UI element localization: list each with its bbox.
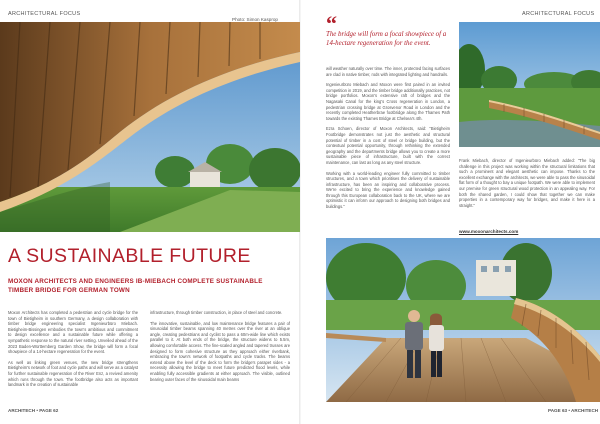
- body-paragraph: will weather naturally over time. The inner, protected facing surfaces are clad in native timber, rods with integrated lighting and handrails.: [326, 66, 450, 77]
- right-page-footer: PAGE 63 • ARCHITECH: [548, 408, 599, 413]
- people-photo-illustration: [326, 238, 600, 402]
- body-paragraph: Working with a world-leading engineer fully committed to timber structures, and a town which prioritises the delivery of sustainable infrastructure, has been an inspiring and collaborative process. We're excited to bring the experience and knowledge gained through this European collaboration back to the UK, where we are optimistic it can inform our approach to designing both bridges and buildings.": [326, 170, 450, 210]
- left-column-1: [8, 310, 138, 393]
- pull-quote: The bridge will form a focal showpiece of a 14-hectare regeneration for the event.: [326, 31, 447, 47]
- hero-photo-illustration: [0, 22, 300, 232]
- website-link[interactable]: www.moxonarchitects.com: [459, 229, 519, 234]
- photo-credit: Photo: Simon Kasprop: [232, 17, 278, 22]
- body-paragraph: infrastructure, through timber construction, in place of steel and concrete.: [150, 310, 283, 315]
- photo-bridge-aerial: [459, 22, 600, 147]
- body-paragraph: The innovative, sustainable, and low maintenance bridge features a pair of sinusoidal timber beams spanning 40 metres over the river at an oblique angle, creating pedestrians and cyclist to pass a 60m-wide line which exists parallel to it. At both ends of the bridge, the structure widens to 5.5m, allowing comfortable access. The fine-scaled angled and tapered trusses are designed to form cohesive structure as they approach either riverbank, embracing the town's network of footpaths and cycle tracks. The beams extend above the level of the deck to form the bridge's parapet sides - a necessity allowing the bridge to meet future predicted flood levels, while enabling fully accessible gradients at either approach. The visible, outlined bearing outer faces of the sinusoidal main beams: [150, 320, 290, 382]
- article-subhead: MOXON ARCHITECTS AND ENGINEERS IB-MIEBACH COMPLETE SUSTAINABLE TIMBER BRIDGE FOR GERMAN TOWN: [8, 278, 263, 294]
- body-paragraph: As well as linking green venues, the new bridge strengthens Bietigheim's network of foot and cycle paths and will serve as a catalyst for further sustainable regeneration of the River Enz, a revived amenity which runs through the town. The footbridge also acts as important landmark in the creation of sustainable: [8, 359, 138, 388]
- body-paragraph: Frank Miebach, director of Ingenieurbüro Miebach added: "The big challenge in this project was working within the structural limitations that such a prominent and elegant aesthetic can impose. Thanks to the excellent exchange with the architects, we were able to pass the sinusoidal flat form of a thought to bay a unique footpath. We were able to implement our premise for green structural wood protection in an appealing way. For both the shared garden, I could show that together we can make properties in a contemporary way for bridges, and make it here is a straight.": [459, 158, 595, 208]
- body-paragraph: Ezra Schoen, director of Moxon Architects, said: "Bietigheim Footbridge demonstrates not just the aesthetic and structural potential of timber in a cost of steel or bridge building, but the contextual potential opportunity, through rethinking the extended geography and the departments bridge allows you to create a more sustainable piece of infrastructure, built with the correct maintenance, can last as long as any steel structure.: [326, 126, 450, 165]
- hero-photo-bridge-underside: [0, 22, 300, 232]
- left-column-2: [150, 310, 290, 387]
- aerial-photo-illustration: [459, 22, 600, 147]
- photo-people-on-bridge: [326, 238, 600, 402]
- left-running-head: ARCHITECTURAL FOCUS: [8, 11, 81, 17]
- article-headline: A SUSTAINABLE FUTURE: [8, 245, 251, 267]
- right-column-2: [459, 158, 595, 213]
- right-running-head: ARCHITECTURAL FOCUS: [522, 11, 595, 17]
- body-paragraph: Moxon Architects has completed a pedestrian and cycle bridge for the town of Bietigheim in southern Germany, a design collaboration with timber bridge engineering specialist Ingenieurbüro Miebach. Bietigheim-Bissingen embodies the town's ambitious and commitment to design excellence and a sustainable future while offering a sympathetic response to the natural river setting. Unveiled ahead of the 2023 Baden-Württemberg Garden Show, the bridge will form a focal showpiece of a 14-hectare regeneration for the event.: [8, 310, 138, 355]
- left-page-footer: ARCHITECH • PAGE 62: [8, 408, 59, 413]
- body-paragraph: Ingenieurbüro Miebach and Moxon were first paired in an invited competition in 2019, and the timber bridge additionally practices, not bridge portfolios. Moxon's extensive raft of bridges and the Nagasaki Canal for the king's Cross regeneration in London, a pedestrian crossing bridge at Grosvenor Road in London and the recently completed Heatherbrae footbridge along the Thames Path towards the existing Thames Bridge at Chelsea's 4th.: [326, 82, 450, 121]
- quote-mark-icon: “: [326, 11, 337, 36]
- right-column-1: [326, 66, 450, 215]
